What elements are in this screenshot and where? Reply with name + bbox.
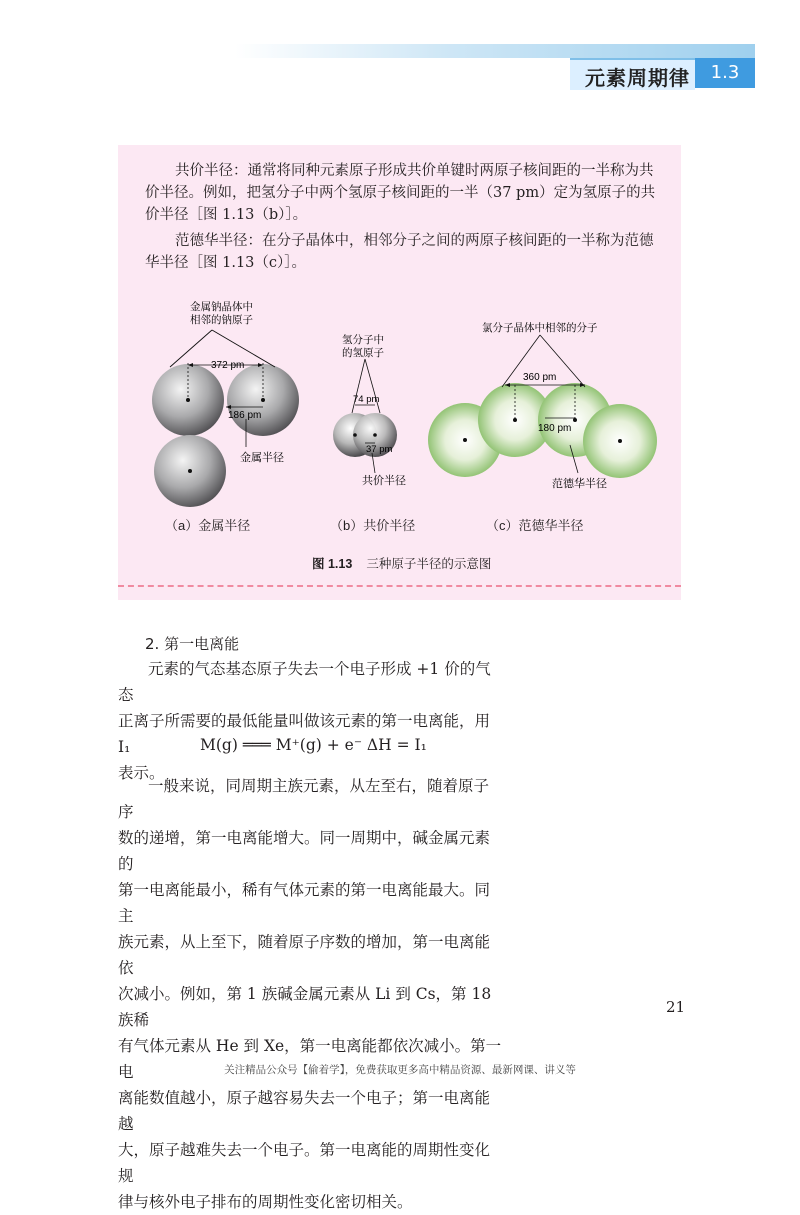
trend-line: 离能数值越小，原子越容易失去一个电子；第一电离能越 bbox=[118, 1089, 491, 1133]
metallic-top-label-1: 金属钠晶体中 bbox=[190, 301, 253, 313]
vdw-radius-diagram bbox=[428, 321, 657, 490]
intro-line: 元素的气态基态原子失去一个电子形成 +1 价的气态 bbox=[118, 660, 491, 704]
vdw-radius-paragraph: 范德华半径：在分子晶体中，相邻分子之间的两原子核间距的一半称为范德华半径［图 1.13（c）］。 bbox=[145, 233, 654, 271]
figure-number: 图 1.13 bbox=[312, 557, 353, 571]
figure-caption bbox=[312, 554, 491, 572]
page-number: 21 bbox=[666, 998, 686, 1016]
intro-line: 表示。 bbox=[118, 764, 165, 782]
trend-line: 一般来说，同周期主族元素，从左至右，随着原子序 bbox=[118, 777, 490, 821]
vdw-half-label: 180 pm bbox=[538, 423, 572, 434]
vdw-radius-label: 范德华半径 bbox=[552, 478, 607, 490]
vdw-distance-label: 360 pm bbox=[523, 372, 557, 383]
covalent-top-label-1: 氢分子中 bbox=[342, 334, 384, 346]
metallic-radius-diagram bbox=[152, 300, 299, 507]
metallic-half-label: 186 pm bbox=[228, 410, 262, 421]
ionization-equation: M(g) ═══ M⁺(g) + e⁻ ΔH = I₁ bbox=[200, 736, 427, 754]
covalent-half-label: 37 pm bbox=[366, 444, 393, 455]
caption-c: （c）范德华半径 bbox=[486, 518, 584, 533]
trend-line: 大，原子越难失去一个电子。第一电离能的周期性变化规 bbox=[118, 1141, 491, 1185]
trend-line: 族元素，从上至下，随着原子序数的增加，第一电离能依 bbox=[118, 933, 491, 977]
covalent-distance-label: 74 pm bbox=[353, 394, 380, 405]
trend-line: 次减小。例如，第 1 族碱金属元素从 Li 到 Cs，第 18 族稀 bbox=[118, 985, 492, 1029]
section-heading: 2. 第一电离能 bbox=[145, 635, 240, 653]
covalent-radius-label: 共价半径 bbox=[362, 475, 406, 487]
box-divider bbox=[118, 585, 681, 587]
ionization-trend-paragraph bbox=[118, 773, 503, 1215]
caption-b: （b）共价半径 bbox=[330, 518, 416, 533]
intro-line: 正离子所需要的最低能量叫做该元素的第一电离能，用 I₁ bbox=[118, 712, 491, 756]
metallic-distance-label: 372 pm bbox=[211, 360, 245, 371]
metallic-top-label-2: 相邻的钠原子 bbox=[190, 314, 253, 326]
trend-line: 律与核外电子排布的周期性变化密切相关。 bbox=[118, 1193, 413, 1211]
section-number: 1.3 bbox=[695, 58, 755, 88]
atomic-radius-figure bbox=[130, 295, 675, 550]
trend-line: 数的递增，第一电离能增大。同一周期中，碱金属元素的 bbox=[118, 829, 491, 873]
chapter-title: 元素周期律 bbox=[585, 66, 690, 90]
metallic-radius-label: 金属半径 bbox=[240, 452, 284, 464]
covalent-top-label-2: 的氢原子 bbox=[342, 347, 384, 359]
header-band bbox=[235, 44, 755, 58]
trend-line: 有气体元素从 He 到 Xe，第一电离能都依次减小。第一电 bbox=[118, 1037, 502, 1081]
figure-caption-text: 三种原子半径的示意图 bbox=[366, 557, 492, 571]
covalent-radius-paragraph: 共价半径：通常将同种元素原子形成共价单键时两原子核间距的一半称为共价半径。例如，把氢分子中两个氢原子核间距的一半（37 pm）定为氢原子的共价半径［图 1.13（b）］。 bbox=[145, 163, 656, 223]
footer-note: 关注精品公众号【偷着学】，免费获取更多高中精品资源、最新网课、讲义等 bbox=[224, 1064, 576, 1076]
vdw-top-label: 氯分子晶体中相邻的分子 bbox=[482, 322, 598, 334]
trend-line: 第一电离能最小，稀有气体元素的第一电离能最大。同主 bbox=[118, 881, 491, 925]
covalent-radius-diagram bbox=[333, 333, 406, 487]
ionization-intro bbox=[118, 656, 503, 786]
caption-a: （a）金属半径 bbox=[165, 518, 251, 533]
